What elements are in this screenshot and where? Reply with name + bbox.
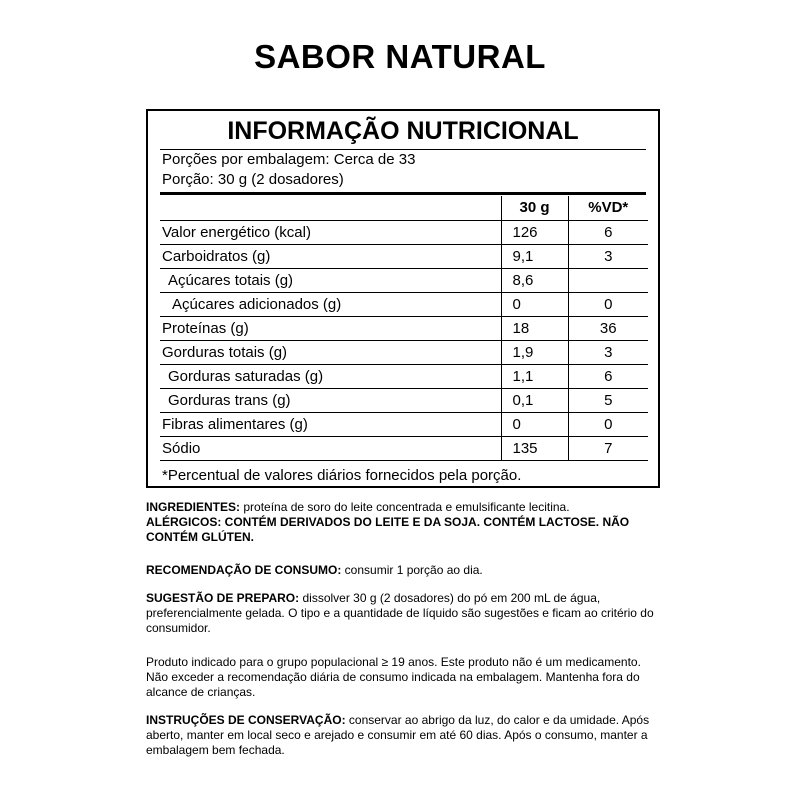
nutrient-name: Gorduras totais (g)	[160, 340, 501, 364]
nutrient-name: Gorduras saturadas (g)	[160, 364, 501, 388]
warning-text: Produto indicado para o grupo populacional ≥ 19 anos. Este produto não é um medicamento. Não exceder a recomendação diária de consumo indicada na embalagem. Mantenha fora do alcance de crianças.	[146, 655, 641, 699]
ingredients-label: INGREDIENTES:	[146, 500, 241, 514]
nutrition-table	[160, 196, 648, 461]
nutrient-name: Proteínas (g)	[160, 316, 501, 340]
nutrient-daily-value: 0	[568, 292, 648, 316]
portions-per-package: Porções por embalagem: Cerca de 33	[162, 151, 416, 168]
nutrient-quantity: 9,1	[501, 244, 568, 268]
nutrient-name: Açúcares adicionados (g)	[160, 292, 501, 316]
table-header-row	[160, 196, 648, 220]
recommendation-section	[146, 563, 666, 578]
header-daily-value: %VD*	[568, 196, 648, 220]
header-nutrient	[160, 196, 501, 220]
nutrient-daily-value: 7	[568, 436, 648, 460]
divider	[160, 149, 646, 150]
header-quantity: 30 g	[501, 196, 568, 220]
nutrient-daily-value	[568, 268, 648, 292]
nutrient-name: Açúcares totais (g)	[160, 268, 501, 292]
nutrient-name: Carboidratos (g)	[160, 244, 501, 268]
nutrient-quantity: 135	[501, 436, 568, 460]
nutrient-daily-value: 3	[568, 244, 648, 268]
nutrient-name: Sódio	[160, 436, 501, 460]
nutrient-quantity: 1,9	[501, 340, 568, 364]
nutrient-daily-value: 6	[568, 364, 648, 388]
nutrient-name: Fibras alimentares (g)	[160, 412, 501, 436]
nutrient-quantity: 126	[501, 220, 568, 244]
preparation-label: SUGESTÃO DE PREPARO:	[146, 591, 300, 605]
recommendation-text: consumir 1 porção ao dia.	[341, 563, 483, 577]
conservation-text: conservar ao abrigo da luz, do calor e da umidade. Após aberto, manter em local seco e arejado e consumir em até 60 dias. Após o consumo, manter a embalagem bem fechada.	[146, 713, 650, 757]
nutrient-name: Gorduras trans (g)	[160, 388, 501, 412]
page-title: SABOR NATURAL	[254, 38, 546, 75]
table-row	[160, 292, 648, 316]
nutrient-daily-value: 0	[568, 412, 648, 436]
table-row	[160, 436, 648, 460]
nutrient-daily-value: 3	[568, 340, 648, 364]
nutrient-quantity: 1,1	[501, 364, 568, 388]
table-row	[160, 412, 648, 436]
nutrient-quantity: 18	[501, 316, 568, 340]
nutrition-heading: INFORMAÇÃO NUTRICIONAL	[227, 117, 579, 145]
table-row	[160, 340, 648, 364]
conservation-label: INSTRUÇÕES DE CONSERVAÇÃO:	[146, 713, 346, 727]
nutrient-daily-value: 6	[568, 220, 648, 244]
thick-divider	[160, 192, 646, 195]
table-row	[160, 364, 648, 388]
serving-size: Porção: 30 g (2 dosadores)	[162, 171, 344, 188]
table-row	[160, 268, 648, 292]
nutrient-daily-value: 36	[568, 316, 648, 340]
nutrient-daily-value: 5	[568, 388, 648, 412]
nutrient-quantity: 0,1	[501, 388, 568, 412]
recommendation-label: RECOMENDAÇÃO DE CONSUMO:	[146, 563, 342, 577]
table-row	[160, 388, 648, 412]
warning-section	[146, 655, 666, 700]
daily-value-footnote: *Percentual de valores diários fornecidos pela porção.	[162, 467, 522, 484]
allergens-statement: ALÉRGICOS: CONTÉM DERIVADOS DO LEITE E DA SOJA. CONTÉM LACTOSE. NÃO CONTÉM GLÚTEN.	[146, 515, 630, 544]
ingredients-text: proteína de soro do leite concentrada e emulsificante lecitina.	[240, 500, 570, 514]
nutrient-quantity: 0	[501, 292, 568, 316]
ingredients-section	[146, 500, 666, 545]
nutrient-quantity: 8,6	[501, 268, 568, 292]
table-row	[160, 220, 648, 244]
preparation-text: dissolver 30 g (2 dosadores) do pó em 200 mL de água, preferencialmente gelada. O tipo e a quantidade de líquido são sugestões e ficam ao critério do consumidor.	[146, 591, 654, 635]
table-row	[160, 244, 648, 268]
nutrition-facts-panel	[146, 109, 660, 488]
preparation-section	[146, 591, 666, 636]
nutrient-name: Valor energético (kcal)	[160, 220, 501, 244]
table-row	[160, 316, 648, 340]
nutrient-quantity: 0	[501, 412, 568, 436]
conservation-section	[146, 713, 666, 758]
